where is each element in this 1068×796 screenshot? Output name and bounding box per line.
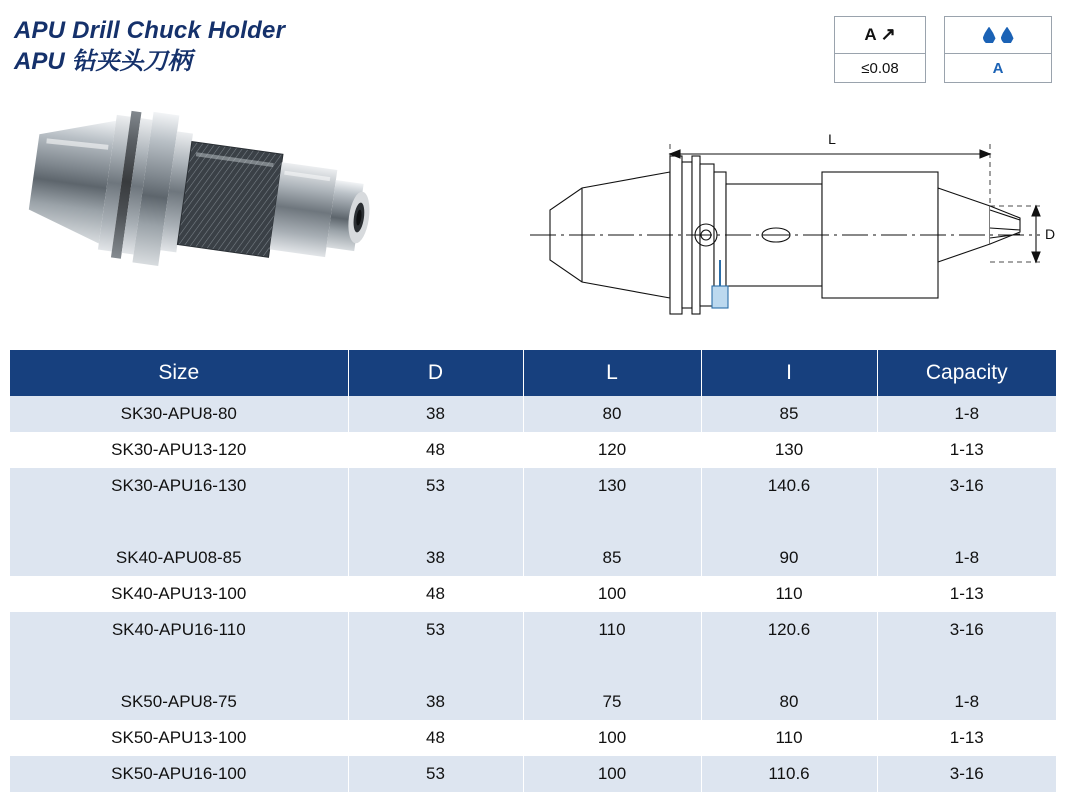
title-block: [14, 16, 285, 78]
cell-i: 140.6: [701, 468, 877, 504]
runout-symbol-letter: A: [864, 25, 877, 44]
water-drops-icon: [983, 27, 1014, 44]
cell-i: 80: [701, 684, 877, 720]
table-row: [10, 576, 1056, 612]
table-header-row: [10, 350, 1056, 396]
cell-i: 90: [701, 540, 877, 576]
cell-size: SK40-APU13-100: [10, 576, 348, 612]
cell-size: SK30-APU16-130: [10, 468, 348, 504]
table-row: [10, 432, 1056, 468]
cell-size: SK40-APU16-110: [10, 612, 348, 648]
arrow-up-right-icon: ↗: [880, 24, 896, 44]
cell-l: 110: [523, 612, 701, 648]
cell-capacity: 3-16: [877, 612, 1056, 648]
technical-drawing: [520, 110, 1060, 340]
coolant-symbol: [944, 16, 1052, 83]
cell-d: 53: [348, 612, 523, 648]
cell-capacity: 1-13: [877, 720, 1056, 756]
cell-i: 110: [701, 720, 877, 756]
cell-capacity: 3-16: [877, 756, 1056, 792]
cell-l: 120: [523, 432, 701, 468]
product-photo-svg: [10, 100, 430, 340]
cell-d: 38: [348, 540, 523, 576]
cell-size: SK50-APU8-75: [10, 684, 348, 720]
technical-drawing-svg: [520, 110, 1060, 340]
cell-i: 110.6: [701, 756, 877, 792]
cell-d: 48: [348, 576, 523, 612]
cell-d: 53: [348, 468, 523, 504]
table-row: [10, 612, 1056, 648]
cell-size: SK30-APU13-120: [10, 432, 348, 468]
cell-d: 48: [348, 720, 523, 756]
cell-l: 100: [523, 756, 701, 792]
cell-i: 110: [701, 576, 877, 612]
cell-i: 85: [701, 396, 877, 432]
runout-tolerance-value: ≤0.08: [861, 59, 899, 77]
cell-capacity: 1-8: [877, 396, 1056, 432]
symbol-boxes: [834, 16, 1052, 83]
cell-d: 48: [348, 432, 523, 468]
cell-i: 130: [701, 432, 877, 468]
cell-l: 75: [523, 684, 701, 720]
table-row: [10, 720, 1056, 756]
cell-d: 38: [348, 684, 523, 720]
dimension-label-l: L: [828, 131, 836, 147]
cell-l: 100: [523, 720, 701, 756]
group-separator: [10, 504, 1056, 540]
product-photo: [10, 100, 430, 340]
coolant-symbol-top: [945, 17, 1051, 54]
cell-size: SK40-APU08-85: [10, 540, 348, 576]
cell-capacity: 1-13: [877, 576, 1056, 612]
cell-l: 130: [523, 468, 701, 504]
cell-capacity: 3-16: [877, 468, 1056, 504]
specification-table: [10, 350, 1056, 792]
table-row: [10, 684, 1056, 720]
cell-d: 38: [348, 396, 523, 432]
cell-l: 100: [523, 576, 701, 612]
page-title-cn: APU 钻夹头刀柄: [14, 48, 192, 75]
runout-symbol: [834, 16, 926, 83]
coolant-letter: A: [992, 59, 1004, 77]
column-header-i: I: [701, 350, 877, 396]
column-header-capacity: Capacity: [877, 350, 1056, 396]
cell-d: 53: [348, 756, 523, 792]
dimension-label-d: D: [1044, 226, 1056, 242]
page-title-en: APU Drill Chuck Holder: [14, 17, 286, 44]
cell-size: SK50-APU16-100: [10, 756, 348, 792]
column-header-d: D: [348, 350, 523, 396]
column-header-l: L: [523, 350, 701, 396]
cell-size: SK30-APU8-80: [10, 396, 348, 432]
runout-symbol-top: [835, 17, 925, 54]
cell-capacity: 1-8: [877, 540, 1056, 576]
page-header: [0, 0, 1068, 110]
column-header-size: Size: [10, 350, 348, 396]
table-row: [10, 756, 1056, 792]
table-row: [10, 396, 1056, 432]
cell-capacity: 1-8: [877, 684, 1056, 720]
cell-capacity: 1-13: [877, 432, 1056, 468]
cell-i: 120.6: [701, 612, 877, 648]
cell-size: SK50-APU13-100: [10, 720, 348, 756]
table-row: [10, 468, 1056, 504]
cell-l: 85: [523, 540, 701, 576]
cell-l: 80: [523, 396, 701, 432]
group-separator: [10, 648, 1056, 684]
table-row: [10, 540, 1056, 576]
